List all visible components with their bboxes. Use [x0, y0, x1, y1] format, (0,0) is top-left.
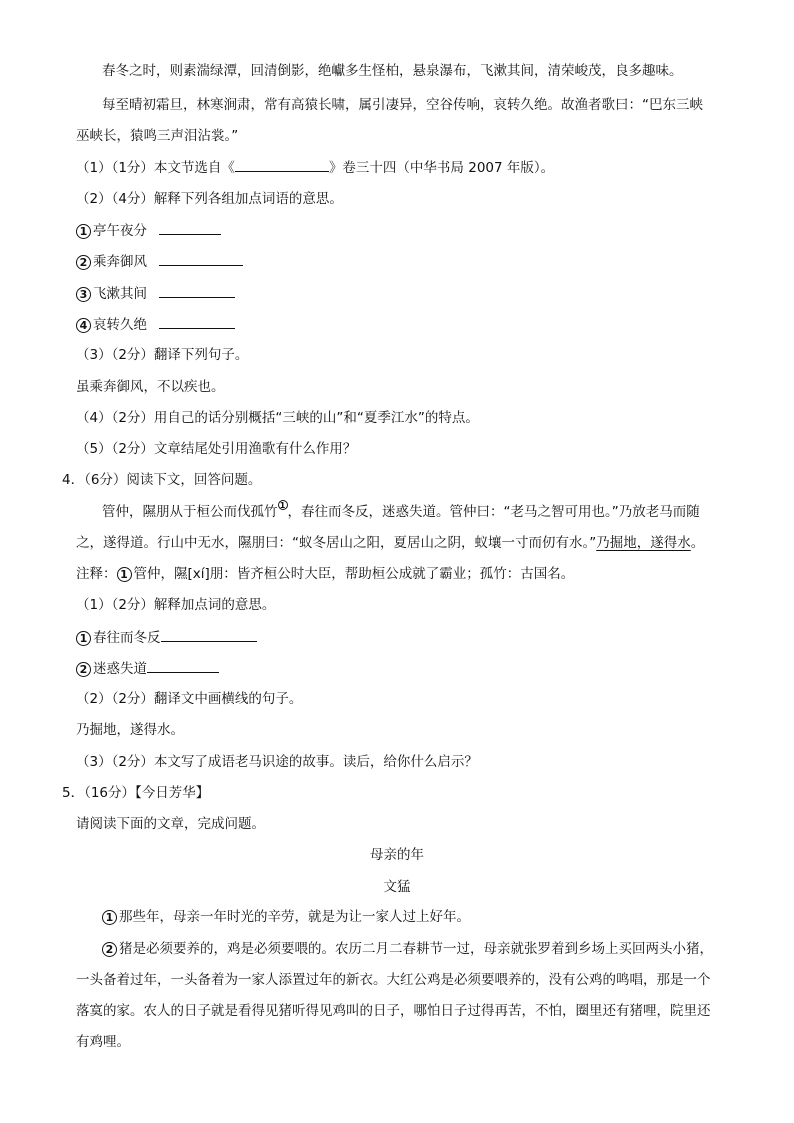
underlined-sentence: 乃掘地，遂得水 [596, 535, 691, 551]
q3-sub1-prefix: （1）（1分）本文节选自《 [76, 160, 235, 176]
q4-passage-text: ，春往而冬反，迷惑失道。管仲曰：“老马之智可用也。”乃放老马而随 [287, 504, 700, 520]
circled-number: 1 [76, 631, 91, 646]
q4-sub1: （1）（2分）解释加点词的意思。 [76, 597, 276, 613]
q4-passage-text: 之，遂得道。行山中无水，隰朋曰：“蚁冬居山之阳，夏居山之阴，蚁壤一寸而仞有水。” [76, 535, 597, 551]
q3-sub4: （4）（2分）用自己的话分别概括“三峡的山”和“夏季江水”的特点。 [76, 410, 479, 426]
passage-paragraph: 每至晴初霜旦，林寒涧肃，常有高猿长啸，属引凄异，空谷传响，哀转久绝。故渔者歌曰：“巴东三峡 [102, 97, 703, 113]
q3-sub2: （2）（4分）解释下列各组加点词语的意思。 [76, 191, 343, 207]
circled-number: 1 [76, 224, 91, 239]
q4-sub2: （2）（2分）翻译文中画横线的句子。 [76, 691, 303, 707]
q3-item-text: 飞漱其间 [93, 286, 147, 302]
q3-sub5: （5）（2分）文章结尾处引用渔歌有什么作用？ [76, 441, 357, 457]
circled-number: 2 [102, 942, 117, 957]
circled-number: 3 [76, 287, 91, 302]
note-label: 注释： [76, 566, 117, 582]
q3-sub1 [76, 157, 554, 178]
note-text: 管仲，隰[xí]朋：皆齐桓公时大臣，帮助桓公成就了霸业；孤竹：古国名。 [133, 566, 575, 582]
q4-item [76, 627, 257, 648]
passage-paragraph-cont: 巫峡长，猿鸣三声泪沾裳。” [76, 128, 239, 144]
article-paragraph [102, 939, 713, 959]
q3-item [76, 314, 235, 335]
q4-sub3: （3）（2分）本文写了成语老马识途的故事。读后，给你什么启示？ [76, 754, 478, 770]
circled-number: 2 [76, 662, 91, 677]
q4-header: 4．（6分）阅读下文，回答问题。 [62, 472, 262, 488]
passage-paragraph: 春冬之时，则素湍绿潭，回清倒影，绝巘多生怪柏，悬泉瀑布，飞漱其间，清荣峻茂，良多趣味。 [102, 63, 683, 79]
article-author: 文猛 [383, 879, 411, 895]
answer-blank[interactable] [161, 627, 257, 642]
footnote-marker: 1 [278, 500, 288, 510]
answer-blank[interactable] [159, 251, 243, 266]
q5-instruction: 请阅读下面的文章，完成问题。 [76, 816, 265, 832]
q3-item-text: 亭午夜分 [93, 223, 147, 239]
article-paragraph-cont: 有鸡哩。 [76, 1034, 130, 1050]
q3-item [76, 220, 221, 241]
q3-item [76, 283, 235, 304]
q3-item [76, 251, 243, 272]
paragraph-text: 猪是必须要养的，鸡是必须要喂的。农历二月二春耕节一过，母亲就张罗着到乡场上买回两头小猪， [119, 941, 713, 957]
article-paragraph [102, 907, 470, 927]
q3-sub1-suffix: 》卷三十四（中华书局 2007 年版）。 [328, 160, 555, 176]
q3-item-text: 哀转久绝 [93, 317, 147, 333]
article-paragraph-cont: 一头备着过年，一头备着为一家人添置过年的新衣。大红公鸡是必须要喂养的，没有公鸡的鸣唱，那是一个 [76, 972, 711, 988]
article-paragraph-cont: 落寞的家。农人的日子就是看得见猪听得见鸡叫的日子，哪怕日子过得再苦，不怕，圈里还有猪哩，院里还 [76, 1003, 711, 1019]
q4-passage-text: 管仲，隰朋从于桓公而伐孤竹 [102, 504, 278, 520]
q4-item-text: 迷惑失道 [93, 661, 147, 677]
q5-header: 5．（16分）【今日芳华】 [62, 785, 210, 801]
q4-note [76, 564, 574, 584]
circled-number: 1 [117, 567, 132, 582]
circled-number: 1 [102, 910, 117, 925]
q4-item-text: 春往而冬反 [93, 630, 161, 646]
answer-blank[interactable] [235, 157, 329, 172]
q3-item-text: 乘奔御风 [93, 254, 147, 270]
paragraph-text: 那些年，母亲一年时光的辛劳，就是为让一家人过上好年。 [119, 909, 470, 925]
q4-sentence: 乃掘地，遂得水。 [76, 722, 184, 738]
answer-blank[interactable] [159, 220, 221, 235]
q4-passage-text: 。 [690, 535, 705, 551]
q3-sentence: 虽乘奔御风，不以疾也。 [76, 379, 225, 395]
answer-blank[interactable] [147, 658, 219, 673]
circled-number: 2 [76, 255, 91, 270]
answer-blank[interactable] [159, 314, 235, 329]
q4-item [76, 658, 219, 679]
circled-number: 4 [76, 318, 91, 333]
answer-blank[interactable] [159, 283, 235, 298]
q3-sub3: （3）（2分）翻译下列句子。 [76, 347, 249, 363]
q4-passage-line [102, 502, 700, 522]
q4-passage-line [76, 533, 704, 553]
article-title: 母亲的年 [370, 847, 424, 863]
